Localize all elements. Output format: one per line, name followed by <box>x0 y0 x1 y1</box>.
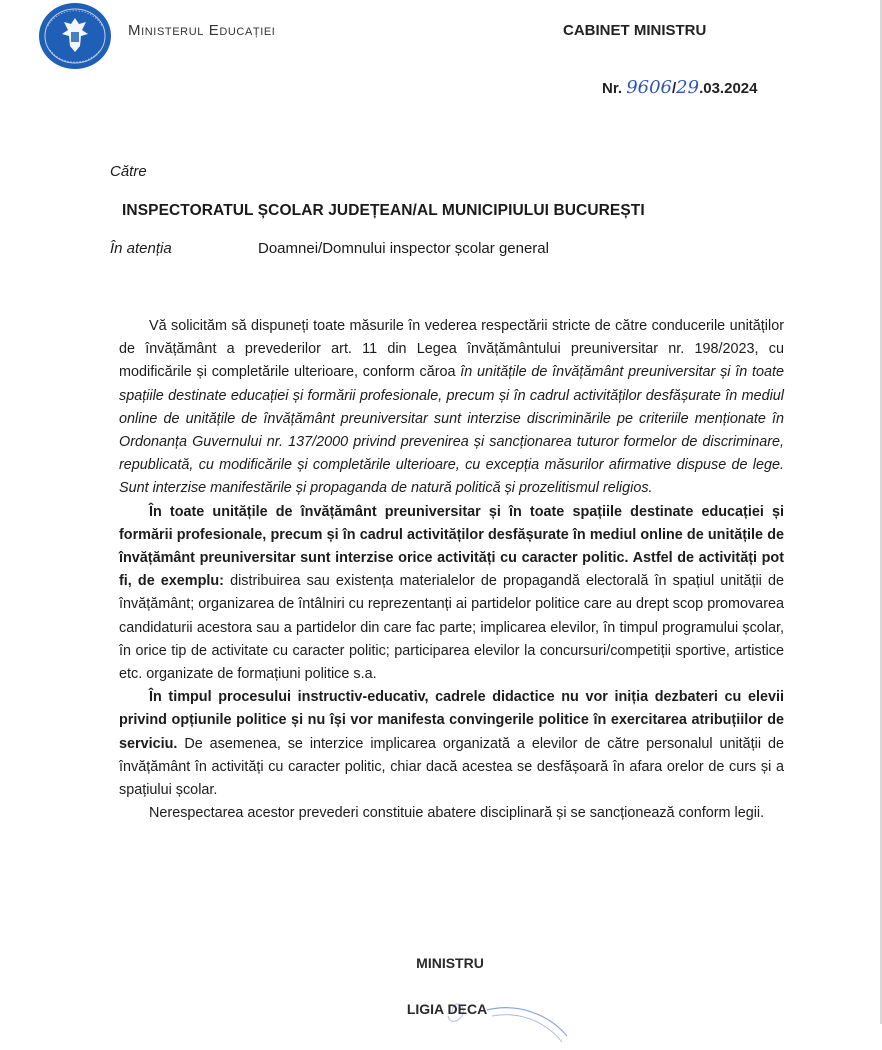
paragraph-1-text: Vă solicităm să dispuneți toate măsurile în vederea respectării stricte de către conducerile unităților de învățământ a prevederilor art. 11 din Legea învățământului preuniversitar nr. 198/2023, cu modificările și completările ulterioare, conform căroa <box>119 318 784 381</box>
cabinet-label: CABINET MINISTRU <box>563 22 707 39</box>
paragraph-1-italic: în unitățile de învățământ preuniversitar și în toate spațiile destinate educației și formării profesionale, precum și în cadrul activităților desfășurate în mediul online de unitățile de învățământ preuniversitar sunt interzise discriminările pe criteriile menționate în Ordonanța Guvernului nr. 137/2000 privind prevenirea și sancționarea tuturor formelor de discriminare, republicată, cu modificările și completările ulterioare, cu excepția măsurilor afirmative dispuse de lege. Sunt interzise manifestările și propaganda de natură politică și prozelitismul religios. <box>119 364 785 497</box>
reg-separator: / <box>672 80 677 97</box>
attention-value: Doamnei/Domnului inspector școlar general <box>258 240 549 257</box>
letter-body <box>119 315 784 825</box>
paragraph-3-text: De asemenea, se interzice implicarea organizată a elevilor de către personalul unității de învățământ în activități cu caracter politic, chiar dacă acestea se desfășoară în afara orelor de curs și a spațiului școlar. <box>119 735 784 799</box>
reg-prefix: Nr. <box>602 80 623 97</box>
attention-label: În atenția <box>110 240 172 257</box>
paragraph-2-bold: În toate unitățile de învățământ preuniversitar și în toate spațiile destinate educației și formării profesionale, precum și în cadrul activităților desfășurate în mediul online de unitățile de învățământ preuniversitar sunt interzise orice activități cu caracter politic. Astfel de activități pot fi, de exemplu: <box>119 503 784 590</box>
paragraph-3-bold: În timpul procesului instructiv-educativ, cadrele didactice nu vor iniția dezbateri cu elevii privind opțiunile politice și nu își vor manifesta convingerile politice în exercitarea atribuțiilor de serviciu. <box>119 689 784 752</box>
official-stamp-icon <box>392 990 572 1050</box>
reg-day-handwritten: 29 <box>676 77 700 98</box>
government-seal-icon <box>36 2 114 70</box>
to-label: Către <box>110 163 147 180</box>
reg-date-rest: .03.2024 <box>699 80 758 97</box>
paragraph-2 <box>119 501 784 687</box>
reg-number-handwritten: 9606 <box>626 77 672 98</box>
ministry-name: Ministerul Educației <box>128 22 276 39</box>
paragraph-3 <box>119 686 784 802</box>
registration-number <box>602 77 757 98</box>
paragraph-4-text: Nerespectarea acestor prevederi constituie abatere disciplinară și se sancționează conform legii. <box>149 805 765 822</box>
paragraph-4 <box>119 802 784 825</box>
signature-name: LIGIA DECA <box>406 1001 488 1017</box>
signature-title: MINISTRU <box>416 955 484 971</box>
recipient-title: INSPECTORATUL ȘCOLAR JUDEȚEAN/AL MUNICIPIULUI BUCUREȘTI <box>122 202 645 219</box>
paragraph-2-text: distribuirea sau existența materialelor de propagandă electorală în spațiul unității de învățământ; organizarea de întâlniri cu reprezentanți ai partidelor politice care au drept scop promovarea candidaturii acestora sau a partidelor din care fac parte; implicarea elevilor, în timpul programului școlar, în orice tip de activitate cu caracter politic; participarea elevilor la concursuri/competiții sportive, artistice etc. organizate de formațiuni politice s.a. <box>119 573 784 683</box>
paragraph-1 <box>119 315 784 501</box>
